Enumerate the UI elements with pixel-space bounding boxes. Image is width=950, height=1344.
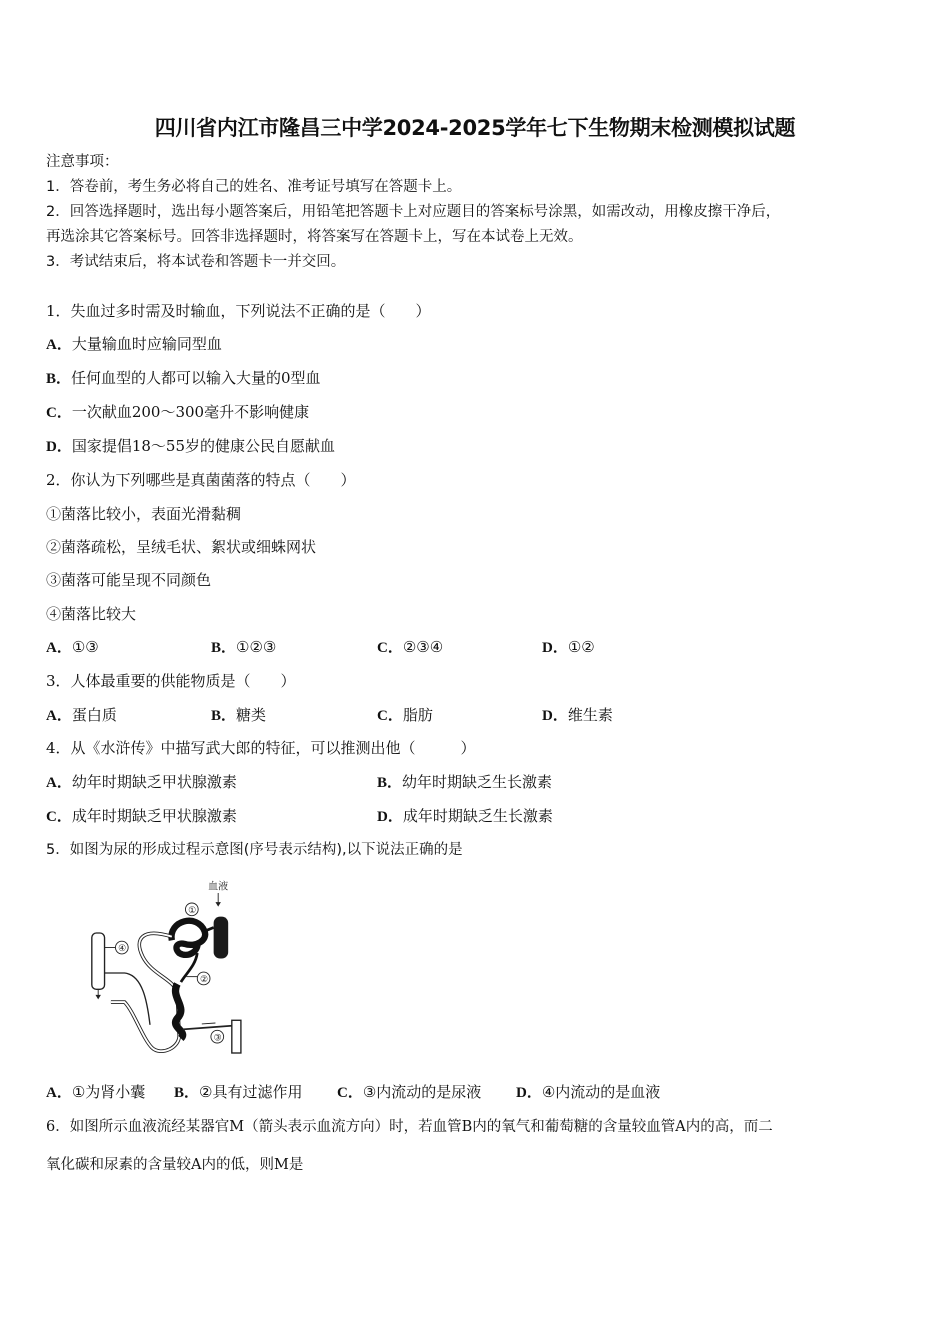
option-b: B．②具有过滤作用	[174, 1083, 303, 1101]
nephron-diagram	[70, 868, 270, 1068]
option-d: D．成年时期缺乏生长激素	[377, 807, 553, 825]
option-d: D．维生素	[542, 706, 613, 724]
notes-heading: 注意事项：	[46, 154, 119, 170]
notes-item: 1．答卷前，考生务必将自己的姓名、准考证号填写在答题卡上。	[46, 179, 462, 195]
question-stem: 2．你认为下列哪些是真菌菌落的特点（ ）	[46, 471, 356, 489]
figure-label-blood: 血液	[208, 881, 229, 893]
question-stem: 5．如图为尿的形成过程示意图(序号表示结构),以下说法正确的是	[46, 842, 463, 858]
notes-item: 3．考试结束后，将本试卷和答题卡一并交回。	[46, 254, 346, 270]
question-stem: 4．从《水浒传》中描写武大郎的特征，可以推测出他（ ）	[46, 739, 476, 757]
question-stem-line: 氧化碳和尿素的含量较A内的低，则M是	[46, 1157, 304, 1173]
option-c: C．一次献血200～300毫升不影响健康	[46, 403, 310, 421]
statement: ①菌落比较小，表面光滑黏稠	[46, 505, 242, 523]
figure-label-1: ①	[188, 906, 197, 916]
option-d: D．国家提倡18～55岁的健康公民自愿献血	[46, 437, 336, 455]
option-b: B．任何血型的人都可以输入大量的0型血	[46, 369, 321, 387]
option-a: A．①③	[46, 638, 99, 656]
option-a: A．幼年时期缺乏甲状腺激素	[46, 773, 237, 791]
option-b: B．糖类	[211, 706, 267, 724]
statement: ②菌落疏松，呈绒毛状、絮状或细蛛网状	[46, 538, 317, 556]
option-b: B．幼年时期缺乏生长激素	[377, 773, 553, 791]
exam-title: 四川省内江市隆昌三中学2024-2025学年七下生物期末检测模拟试题	[154, 116, 796, 140]
figure-label-3: ③	[213, 1033, 222, 1044]
statement: ③菌落可能呈现不同颜色	[46, 571, 212, 589]
statement: ④菌落比较大	[46, 605, 137, 623]
figure-label-4: ④	[118, 944, 127, 955]
option-a: A．①为肾小囊	[46, 1083, 146, 1101]
option-c: C．②③④	[377, 638, 444, 656]
option-c: C．③内流动的是尿液	[337, 1083, 482, 1101]
option-c: C．成年时期缺乏甲状腺激素	[46, 807, 237, 825]
question-stem: 1．失血过多时需及时输血，下列说法不正确的是（ ）	[46, 302, 431, 320]
option-d: D．①②	[542, 638, 595, 656]
option-a: A．蛋白质	[46, 706, 117, 724]
question-stem: 3．人体最重要的供能物质是（ ）	[46, 672, 296, 690]
option-b: B．①②③	[211, 638, 277, 656]
option-a: A．大量输血时应输同型血	[46, 335, 222, 353]
option-c: C．脂肪	[377, 706, 433, 724]
question-stem-line: 6．如图所示血液流经某器官M（箭头表示血流方向）时，若血管B内的氧气和葡萄糖的含量较血管A内的高，而二	[46, 1119, 773, 1135]
figure-label-2: ②	[200, 975, 209, 986]
notes-item: 2．回答选择题时，选出每小题答案后，用铅笔把答题卡上对应题目的答案标号涂黑，如需改动，用橡皮擦干净后，	[46, 204, 781, 220]
option-d: D．④内流动的是血液	[516, 1083, 661, 1101]
notes-item: 再选涂其它答案标号。回答非选择题时，将答案写在答题卡上，写在本试卷上无效。	[46, 229, 583, 245]
